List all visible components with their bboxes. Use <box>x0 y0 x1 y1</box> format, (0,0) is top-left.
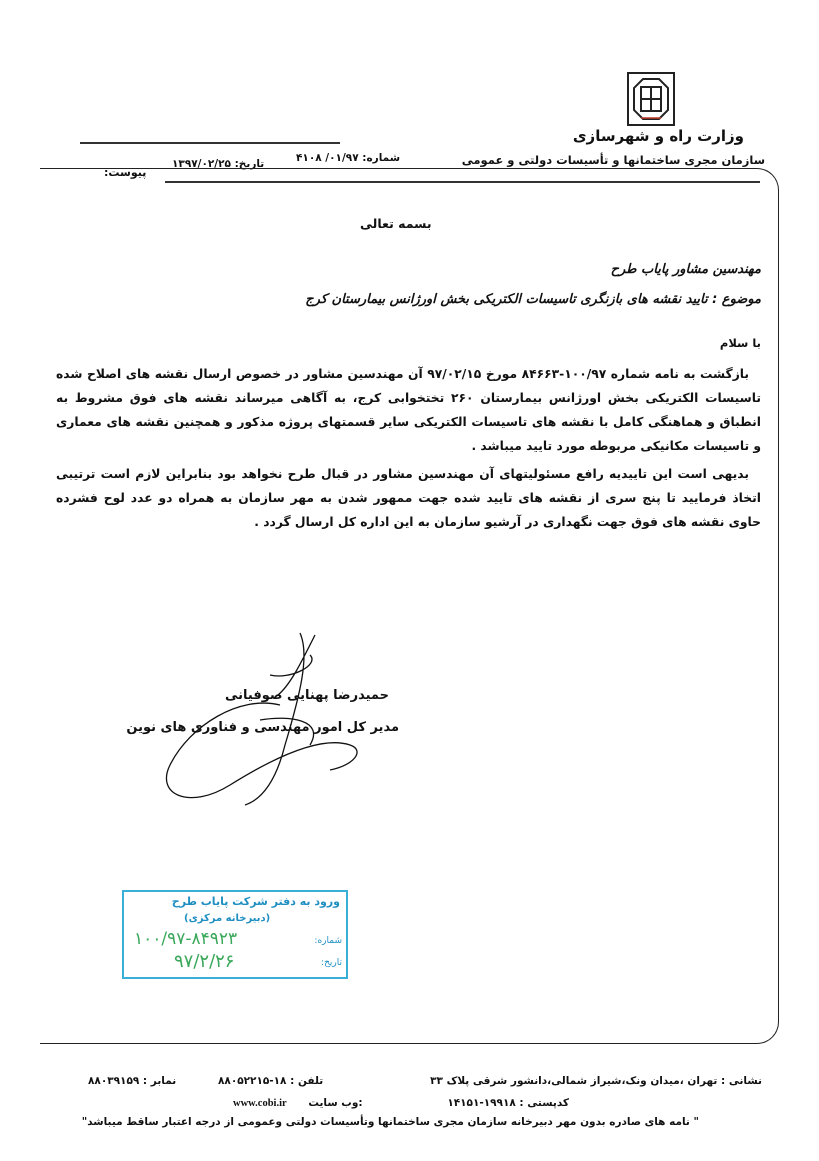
number-label: شماره: <box>362 152 401 164</box>
stamp-date-label: تاریخ: <box>321 958 342 968</box>
signatory-name: حمیدرضا پهنایی صوفیانی <box>224 688 389 703</box>
footer-website <box>233 1097 363 1109</box>
subject: موضوع : تایید نقشه های بازنگری تاسیسات الکتریکی بخش اورژانس بیمارستان کرج <box>305 292 761 307</box>
footer-address: نشانی : تهران ،میدان ونک،شیراز شمالی،دانشور شرقی پلاک ۳۳ <box>430 1075 762 1087</box>
website-url[interactable]: www.cobi.ir <box>233 1098 287 1109</box>
website-label: وب سایت: <box>308 1097 363 1109</box>
date-label: تاریخ: <box>234 158 265 170</box>
stamp-date-value: ۹۷/۲/۲۶ <box>174 951 235 972</box>
signatory-title: مدیر کل امور مهندسی و فناوری های نوین <box>126 720 399 735</box>
stamp-line-1: ورود به دفتر شرکت پایاب طرح <box>171 895 340 908</box>
stamp-number-value: ۱۰۰/۹۷-۸۴۹۲۳ <box>134 929 238 949</box>
footer-notice: " نامه های صادره بدون مهر دبیرخانه سازمان مجری ساختمانها وتأسیسات دولتی وعمومی از درجه اعتبار ساقط میباشد" <box>81 1116 699 1128</box>
stamp-number-label: شماره: <box>314 936 342 946</box>
organization-name: سازمان مجری ساختمانها و تأسیسات دولتی و عمومی <box>461 153 765 167</box>
footer-phone: تلفن : ۱۸-۸۸۰۵۲۲۱۵ <box>218 1075 324 1087</box>
greeting: با سلام <box>719 336 761 350</box>
letter-number <box>296 152 400 164</box>
date-value: ۱۳۹۷/۰۲/۲۵ <box>172 158 231 170</box>
paragraph-2: بدیهی است این تاییدیه رافع مسئولیتهای آن مهندسین مشاور در قبال طرح نخواهد بود بنابراین لازم است ترتیبی اتخاذ فرمایید تا پنج سری از نقشه های تایید شده جهت ممهور شدن به مهر سازمان به همراه دو عدد لوح فشرده حاوی نقشه های فوق جهت نگهداری در آرشیو سازمان به این اداره کل ارسال گردد . <box>56 467 761 529</box>
paragraph-1: بازگشت به نامه شماره ۱۰۰/۹۷-۸۴۶۶۳ مورخ ۹۷/۰۲/۱۵ آن مهندسین مشاور در خصوص ارسال نقشه های اصلاح شده تاسیسات الکتریکی بخش اورژانس بیمارستان ۲۶۰ تختخوابی کرج، به آگاهی میرساند نقشه های فوق مشروط به انطباق و هماهنگی کامل با نقشه های تاسیسات الکتریکی سایر قسمتهای پروژه مذکور و همچنین نقشه های معماری و تاسیسات مکانیکی مربوطه مورد تایید میباشد . <box>56 367 761 453</box>
header-rule-top <box>80 142 340 144</box>
ministry-name: وزارت راه و شهرسازی <box>572 127 744 145</box>
ministry-logo <box>627 72 675 126</box>
receipt-stamp <box>122 890 348 979</box>
recipient: مهندسین مشاور پایاب طرح <box>610 262 761 277</box>
invocation: بسمه تعالی <box>360 216 432 231</box>
footer-fax: نمابر : ۸۸۰۳۹۱۵۹ <box>88 1075 177 1087</box>
attachment-label: پیوست: <box>104 166 147 179</box>
number-value: ۰۱/۹۷/ ۴۱۰۸ <box>296 152 359 164</box>
logo-emblem-icon <box>629 74 673 124</box>
footer-postal-code: کدپستی : ۱۹۹۱۸-۱۴۱۵۱ <box>447 1097 569 1109</box>
stamp-line-2: (دبیرخانه مرکزی) <box>184 913 271 924</box>
